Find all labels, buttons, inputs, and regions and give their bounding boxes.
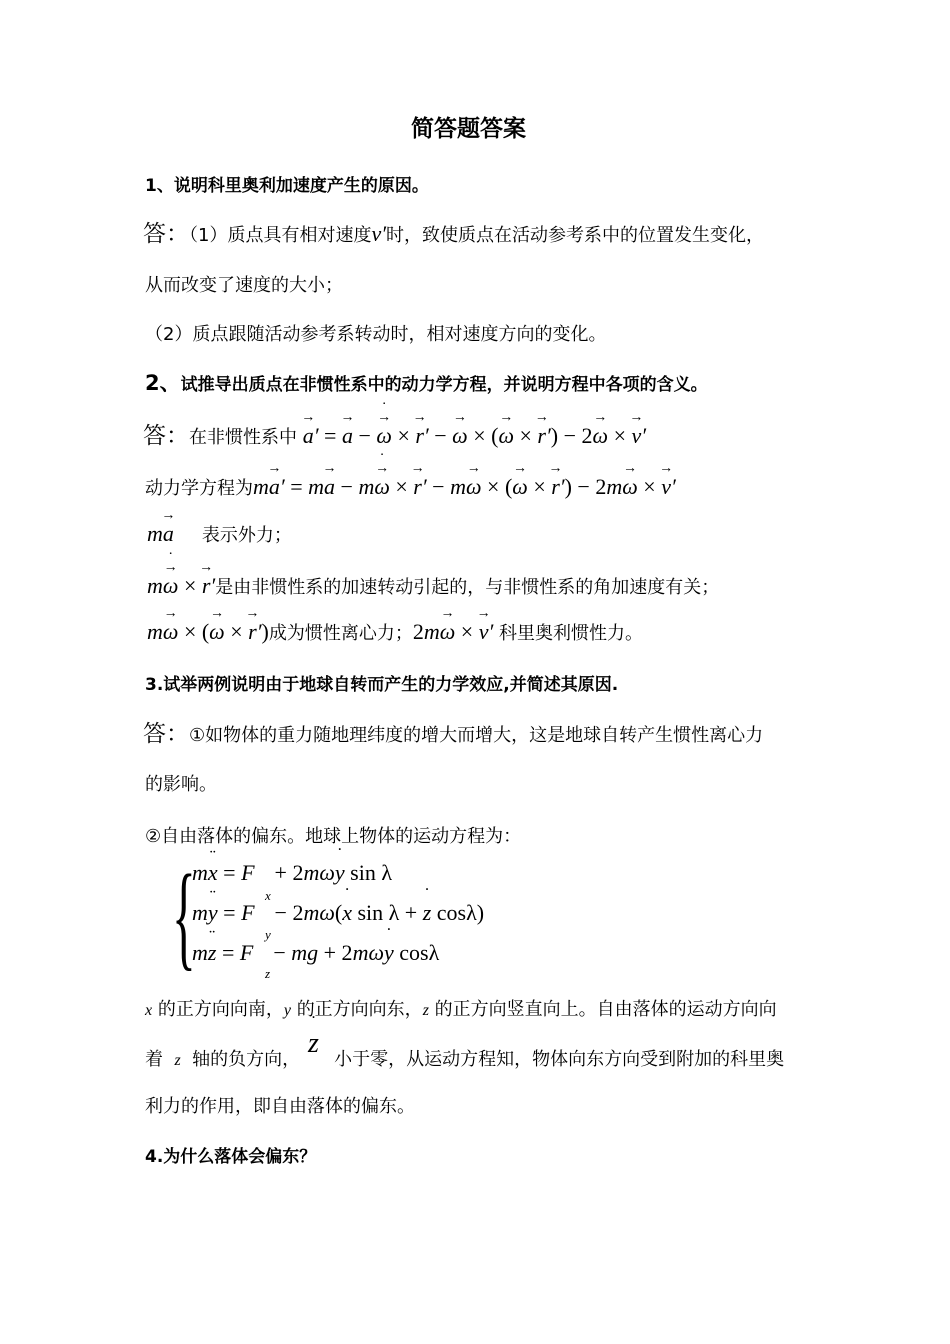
z-velocity-symbol: z ˙ <box>308 1028 319 1060</box>
answer-3-line-3: ②自由落体的偏东。地球上物体的运动方程为： <box>145 826 522 847</box>
equation-system-brace: { <box>172 850 196 981</box>
term-description: 表示外力； <box>201 525 292 546</box>
answer-1-line-1 <box>143 222 764 248</box>
answer-3-explanation-3: 利力的作用，即自由落体的偏东。 <box>145 1096 415 1117</box>
question-text: 试推导出质点在非惯性系中的动力学方程，并说明方程中各项的含义。 <box>180 375 708 395</box>
question-number: 2、 <box>145 371 181 395</box>
answer-2-term-1 <box>147 522 292 548</box>
equation-z: mz ¨ = F − mg + 2mωy ˙ cosλ <box>192 940 439 966</box>
coriolis-term: 2m→ ω × → v′ <box>413 619 493 644</box>
answer-3-line-1 <box>143 722 763 748</box>
answer-label: 答： <box>143 221 189 247</box>
relative-acceleration-equation: → a′ = → a − → ω ˙ × → r′ − → ω × (→ ω × → r′) − 2→ ω × → v′ <box>303 423 646 448</box>
angular-acceleration-term: m→ ω ˙ × → r′ <box>147 573 215 598</box>
answer-text: 轴的负方向， <box>192 1049 301 1070</box>
subscript-x: x <box>265 888 271 903</box>
answer-text: 的正方向向东， <box>296 999 423 1020</box>
answer-1-line-2: 从而改变了速度的大小； <box>145 275 343 296</box>
question-4-heading: 4.为什么落体会偏东？ <box>145 1147 317 1167</box>
answer-label: 答： <box>143 423 189 449</box>
answer-text: 着 <box>145 1049 163 1070</box>
answer-label: 答： <box>143 721 189 747</box>
subscript-y: y <box>265 927 271 942</box>
term-description: 成为惯性离心力； <box>268 623 413 644</box>
answer-1-line-3: （2）质点跟随活动参考系转动时，相对速度方向的变化。 <box>145 324 607 345</box>
answer-text: 在非惯性系中 <box>189 427 297 448</box>
dynamics-equation: m→ a′ = m→ a − m→ ω ˙ × → r′ − m→ ω × (→ ω × → r′) − 2m→ ω × → v′ <box>253 474 676 499</box>
answer-2-term-2 <box>147 574 719 600</box>
answer-text: （1）质点具有相对速度 <box>189 225 372 246</box>
equation-x: mx ¨ = F + 2mωy ˙ sin λ <box>192 860 392 886</box>
term-description: 科里奥利惯性力。 <box>499 623 644 644</box>
answer-text: ①如物体的重力随地理纬度的增大而增大，这是地球自转产生惯性离心力 <box>189 725 764 746</box>
answer-text: 的正方向竖直向上。自由落体的运动方向向 <box>434 999 777 1020</box>
answer-text: 的正方向向南， <box>157 999 284 1020</box>
answer-2-line-2 <box>145 475 676 501</box>
answer-2-line-1 <box>143 424 646 450</box>
answer-text: 动力学方程为 <box>145 478 253 499</box>
page-title: 简答题答案 <box>411 116 526 142</box>
question-3-heading: 3.试举两例说明由于地球自转而产生的力学效应,并简述其原因. <box>145 675 619 695</box>
answer-3-explanation-2: 着 z 轴的负方向， 小于零，从运动方程知，物体向东方向受到附加的科里奥 <box>145 1049 785 1070</box>
answer-3-line-2: 的影响。 <box>145 774 217 795</box>
term-description: 是由非惯性系的加速转动引起的，与非惯性系的角加速度有关； <box>215 577 720 598</box>
centrifugal-term: m→ ω × (→ ω × → r′) <box>147 619 269 644</box>
answer-text: 小于零，从运动方程知，物体向东方向受到附加的科里奥 <box>334 1049 785 1070</box>
question-1-heading: 1、说明科里奥利加速度产生的原因。 <box>145 176 429 196</box>
subscript-z: z <box>265 966 271 981</box>
answer-2-term-3-4 <box>147 620 643 646</box>
answer-text: 时，致使质点在活动参考系中的位置发生变化， <box>386 225 765 246</box>
external-force-term: m→ a <box>147 521 174 546</box>
relative-velocity-symbol: v′ <box>371 221 387 246</box>
answer-3-explanation-1: x 的正方向向南，y 的正方向向东，z 的正方向竖直向上。自由落体的运动方向向 <box>145 999 777 1020</box>
question-2-heading <box>145 371 708 397</box>
equation-y: my ¨ = F − 2mω(x ˙ sin λ + z ˙ cosλ) <box>192 900 484 926</box>
